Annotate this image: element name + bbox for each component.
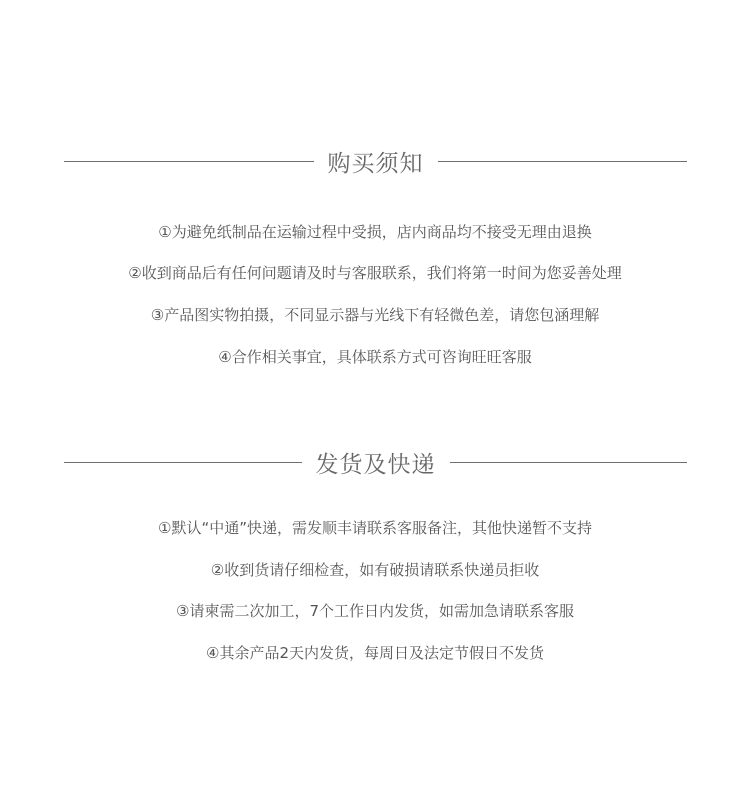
shipping-notice-line-3: ③请柬需二次加工，7个工作日内发货，如需加急请联系客服 (176, 602, 574, 620)
shipping-notice-title: 发货及快递 (315, 451, 436, 478)
divider-right (438, 161, 688, 162)
divider-left (64, 161, 314, 162)
shipping-notice-line-1: ①默认“中通”快递，需发顺丰请联系客服备注，其他快递暂不支持 (158, 519, 592, 537)
purchase-notice-title: 购买须知 (327, 150, 424, 177)
divider-right (450, 462, 688, 463)
shipping-notice-line-2: ②收到货请仔细检查，如有破损请联系快递员拒收 (210, 561, 540, 579)
shipping-notice-line-4: ④其余产品2天内发货，每周日及法定节假日不发货 (206, 644, 544, 662)
purchase-notice-line-3: ③产品图实物拍摄，不同显示器与光线下有轻微色差，请您包涵理解 (150, 306, 600, 324)
purchase-notice-header (64, 141, 687, 181)
purchase-notice-line-2: ②收到商品后有任何问题请及时与客服联系，我们将第一时间为您妥善处理 (128, 264, 622, 282)
shipping-notice-header (64, 442, 687, 482)
divider-left (64, 462, 302, 463)
purchase-notice-line-4: ④合作相关事宜，具体联系方式可咨询旺旺客服 (218, 348, 532, 366)
purchase-notice-line-1: ①为避免纸制品在运输过程中受损，店内商品均不接受无理由退换 (158, 223, 592, 241)
